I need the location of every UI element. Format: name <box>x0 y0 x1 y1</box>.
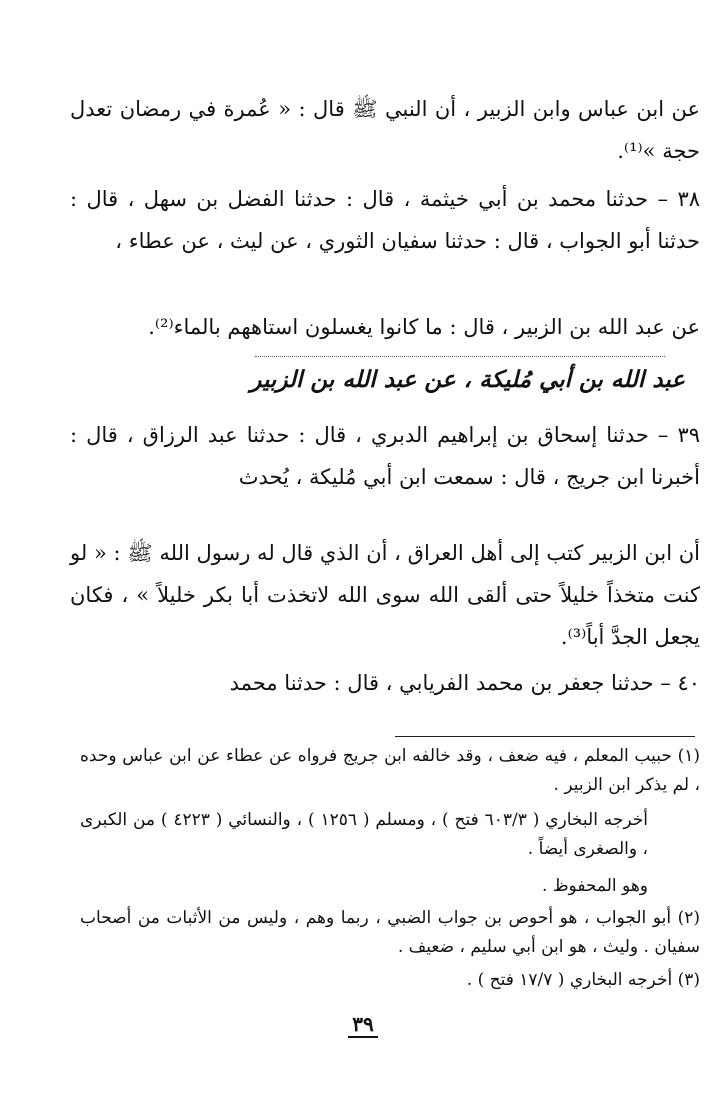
page-number <box>313 1012 413 1038</box>
footnote-1-source: أخرجه البخاري ( ٦٠٣/٣ فتح ) ، ومسلم ( ١٢٥٦ ) ، والنسائي ( ٤٢٢٣ ) من الكبرى ، والصغرى أيضاً . <box>80 810 649 859</box>
hadith-40-paragraph: ٤٠ – حدثنا جعفر بن محمد الفريابي ، قال : حدثنا محمد <box>229 671 700 695</box>
hadith-38-text: عن عبد الله بن الزبير ، قال : ما كانوا يغسلون استاههم بالماء⁽²⁾. <box>148 315 700 339</box>
footnote-3: (٣) أخرجه البخاري ( ١٧/٧ فتح ) . <box>466 970 700 990</box>
section-divider <box>255 356 665 357</box>
hadith-39-paragraph: ٣٩ – حدثنا إسحاق بن إبراهيم الدبري ، قال : حدثنا عبد الرزاق ، قال : أخبرنا ابن جريج ، قال : سمعت ابن أبي مُليكة ، يُحدث <box>70 423 700 489</box>
hadith-paragraph-1: عن ابن عباس وابن الزبير ، أن النبي ﷺ قال : « عُمرة في رمضان تعدل حجة »⁽¹⁾. <box>70 97 700 163</box>
page-number-text: ٣٩ <box>348 1012 377 1038</box>
footnote-1: (١) حبيب المعلم ، فيه ضعف ، وقد خالفه ابن جريج فرواه عن عطاء عن ابن عباس وحده ، لم يذكر ابن الزبير . <box>80 746 700 795</box>
section-heading: عبد الله بن أبي مُليكة ، عن عبد الله بن الزبير <box>250 366 685 393</box>
hadith-39-text: أن ابن الزبير كتب إلى أهل العراق ، أن الذي قال له رسول الله ﷺ : « لو كنت متخذاً خليلاً حتى ألقى الله سوى الله لاتخذت أبا بكر خليلاً » ، فكان يجعل الجدَّ أباً⁽³⁾. <box>70 541 700 649</box>
hadith-38-paragraph: ٣٨ – حدثنا محمد بن أبي خيثمة ، قال : حدثنا الفضل بن سهل ، قال : حدثنا أبو الجواب ، قال : حدثنا سفيان الثوري ، عن ليث ، عن عطاء ، <box>70 187 700 253</box>
footnote-2: (٢) أبو الجواب ، هو أحوص بن جواب الضبي ، ربما وهم ، وليس من الأثبات من أصحاب سفيان . وليث ، هو ابن أبي سليم ، ضعيف . <box>80 908 700 957</box>
footnote-1-note: وهو المحفوظ . <box>542 876 648 896</box>
footnote-divider <box>395 736 695 737</box>
